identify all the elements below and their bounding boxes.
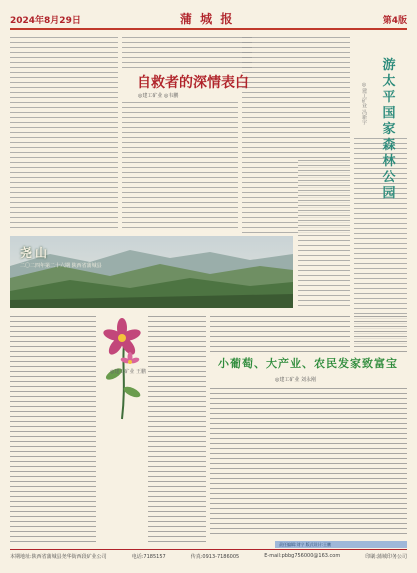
bottom-banner-headline: 小葡萄、大产业、农民发家致富宝 <box>218 357 398 370</box>
newspaper-page <box>10 8 407 568</box>
text-column-far-right-bottom <box>354 314 407 354</box>
text-column-top-middle <box>122 35 252 69</box>
side-byline: ◎建工矿业 冯新宇 <box>361 82 367 125</box>
text-column-bottom-left <box>10 314 96 544</box>
footer <box>10 553 407 560</box>
side-title-char: 公 <box>382 170 396 185</box>
side-title-char: 游 <box>382 58 396 73</box>
text-column-bottom-middle <box>148 314 206 544</box>
page-number: 第4版 <box>382 16 407 26</box>
masthead <box>10 8 407 30</box>
text-column-bottom-right-top <box>210 314 350 352</box>
main-headline: 自救者的深情表白 <box>137 75 249 91</box>
main-byline: ◎建工矿业 ◎韦鹏 <box>138 93 179 99</box>
paper-name: 蒲 城 报 <box>180 12 235 26</box>
landscape-photo <box>10 236 293 308</box>
side-title-char: 森 <box>382 138 396 153</box>
editor-box <box>275 541 407 548</box>
footer-fax: 传真:0913-7186005 <box>190 554 240 560</box>
text-column-bottom-right <box>210 386 407 536</box>
side-title-char: 园 <box>382 186 396 201</box>
text-column-right-lower <box>298 158 350 308</box>
footer-printer: 印刷:蒲城印务公司 <box>365 554 407 560</box>
text-column-left <box>10 35 118 231</box>
footer-email: E-mail:pbbg756000@163.com <box>264 553 341 559</box>
text-column-middle <box>122 100 238 232</box>
footer-address: 本期地址:陕西省蒲城县尧华街西段矿业公司 <box>10 554 107 560</box>
side-title-char: 太 <box>382 74 396 89</box>
side-vertical-title <box>374 58 404 202</box>
editor-credit: 责任编辑:刘宁 版式设计:王鹏 <box>279 542 331 547</box>
side-title-char: 林 <box>382 154 396 169</box>
footer-phone: 电话:7185157 <box>131 554 166 560</box>
footer-divider <box>10 549 407 550</box>
photo-caption: 二〇二四年第二十六期 陕西省蒲城县 <box>20 263 102 269</box>
mountain-landscape-image <box>10 236 293 308</box>
bottom-banner-byline: ◎建工矿业 刘永刚 <box>275 377 316 383</box>
photo-title: 尧山 <box>20 246 51 260</box>
side-title-char: 家 <box>382 122 396 137</box>
illustration-credit: ◎建工矿业 王鹏 <box>110 369 146 375</box>
issue-date: 2024年8月29日 <box>10 16 81 26</box>
side-title-char: 国 <box>382 106 396 121</box>
side-title-char: 平 <box>382 90 396 105</box>
